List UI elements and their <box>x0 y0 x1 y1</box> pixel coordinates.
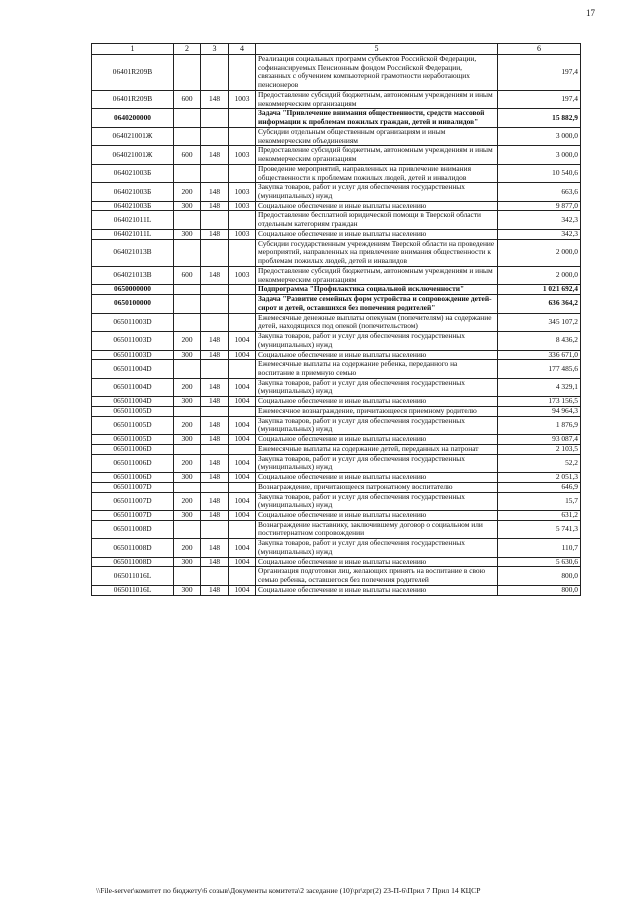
cell-c2: 300 <box>174 201 201 211</box>
cell-c3: 148 <box>201 416 229 434</box>
cell-code: 064021003Б <box>92 201 174 211</box>
table-row <box>92 201 581 211</box>
cell-c4 <box>229 127 256 145</box>
cell-code: 064021011L <box>92 211 174 229</box>
cell-c2 <box>174 285 201 295</box>
cell-code: 065011003D <box>92 350 174 360</box>
cell-c3: 148 <box>201 332 229 350</box>
cell-c3: 148 <box>201 454 229 472</box>
cell-desc: Социальное обеспечение и иные выплаты населению <box>256 585 498 595</box>
cell-code: 065011008D <box>92 539 174 557</box>
table-row <box>92 397 581 407</box>
cell-code: 065011006D <box>92 454 174 472</box>
cell-c2: 300 <box>174 350 201 360</box>
cell-c4 <box>229 567 256 585</box>
cell-amount: 342,3 <box>498 229 581 239</box>
cell-code: 065011008D <box>92 557 174 567</box>
cell-desc: Закупка товаров, работ и услуг для обеспечения государственных (муниципальных) нужд <box>256 183 498 201</box>
header-col-6: 6 <box>498 44 581 55</box>
cell-c4 <box>229 211 256 229</box>
cell-c4: 1004 <box>229 435 256 445</box>
table-row <box>92 520 581 538</box>
cell-amount: 2 051,3 <box>498 473 581 483</box>
table-row <box>92 350 581 360</box>
table-row <box>92 378 581 396</box>
cell-c2 <box>174 55 201 91</box>
table-row <box>92 510 581 520</box>
table-row <box>92 313 581 331</box>
cell-amount: 1 021 692,4 <box>498 285 581 295</box>
cell-amount: 197,4 <box>498 90 581 108</box>
cell-code: 065011005D <box>92 416 174 434</box>
cell-c2: 200 <box>174 183 201 201</box>
cell-c2 <box>174 127 201 145</box>
cell-c3: 148 <box>201 585 229 595</box>
table-row <box>92 266 581 284</box>
header-col-2: 2 <box>174 44 201 55</box>
cell-c4: 1004 <box>229 397 256 407</box>
cell-c2: 200 <box>174 492 201 510</box>
cell-c2: 200 <box>174 416 201 434</box>
cell-desc: Подпрограмма "Профилактика социальной исключенности" <box>256 285 498 295</box>
cell-code: 064021013B <box>92 266 174 284</box>
cell-c3 <box>201 567 229 585</box>
cell-amount: 800,0 <box>498 567 581 585</box>
cell-desc: Социальное обеспечение и иные выплаты населению <box>256 557 498 567</box>
table-row <box>92 332 581 350</box>
table-row <box>92 557 581 567</box>
cell-c2: 600 <box>174 90 201 108</box>
cell-code: 065011004D <box>92 378 174 396</box>
cell-amount: 631,2 <box>498 510 581 520</box>
cell-c3 <box>201 109 229 127</box>
cell-c4: 1003 <box>229 183 256 201</box>
cell-code: 065011008D <box>92 520 174 538</box>
cell-desc: Предоставление бесплатной юридической помощи в Тверской области отдельным категориям граждан <box>256 211 498 229</box>
cell-code: 0650100000 <box>92 295 174 313</box>
cell-c2: 600 <box>174 146 201 164</box>
cell-c4 <box>229 482 256 492</box>
cell-code: 065011006D <box>92 444 174 454</box>
cell-c3: 148 <box>201 492 229 510</box>
cell-code: 065011016L <box>92 585 174 595</box>
cell-code: 064021003Б <box>92 183 174 201</box>
header-col-4: 4 <box>229 44 256 55</box>
cell-c2: 300 <box>174 473 201 483</box>
cell-amount: 8 436,2 <box>498 332 581 350</box>
cell-desc: Предоставление субсидий бюджетным, автономным учреждениям и иным некоммерческим организациям <box>256 146 498 164</box>
cell-desc: Вознаграждение, причитающееся патронатному воспитателю <box>256 482 498 492</box>
cell-code: 064021001Ж <box>92 127 174 145</box>
cell-code: 065011004D <box>92 397 174 407</box>
cell-c2 <box>174 211 201 229</box>
cell-c2: 300 <box>174 557 201 567</box>
cell-c3: 148 <box>201 350 229 360</box>
cell-amount: 15,7 <box>498 492 581 510</box>
table-row <box>92 55 581 91</box>
cell-desc: Предоставление субсидий бюджетным, автономным учреждениям и иным некоммерческим организациям <box>256 266 498 284</box>
table-row <box>92 295 581 313</box>
cell-desc: Закупка товаров, работ и услуг для обеспечения государственных (муниципальных) нужд <box>256 539 498 557</box>
cell-amount: 342,3 <box>498 211 581 229</box>
table-row <box>92 473 581 483</box>
cell-c3: 148 <box>201 435 229 445</box>
table-row <box>92 285 581 295</box>
cell-code: 065011003D <box>92 332 174 350</box>
cell-desc: Социальное обеспечение и иные выплаты населению <box>256 350 498 360</box>
cell-code: 065011007D <box>92 510 174 520</box>
cell-code: 065011007D <box>92 482 174 492</box>
cell-c4 <box>229 239 256 266</box>
table-row <box>92 539 581 557</box>
cell-desc: Социальное обеспечение и иные выплаты населению <box>256 201 498 211</box>
cell-c4: 1004 <box>229 473 256 483</box>
table-row <box>92 444 581 454</box>
cell-c4: 1004 <box>229 510 256 520</box>
cell-c3 <box>201 164 229 182</box>
cell-c2 <box>174 109 201 127</box>
table-row <box>92 416 581 434</box>
cell-c2 <box>174 567 201 585</box>
cell-code: 064021003Б <box>92 164 174 182</box>
cell-desc: Социальное обеспечение и иные выплаты населению <box>256 473 498 483</box>
cell-c3: 148 <box>201 473 229 483</box>
table-row <box>92 454 581 472</box>
header-col-5: 5 <box>256 44 498 55</box>
cell-c2 <box>174 360 201 378</box>
cell-desc: Задача "Привлечение внимания общественности, средств массовой информации к проблемам пожилых граждан, детей и инвалидов" <box>256 109 498 127</box>
cell-c3 <box>201 360 229 378</box>
cell-c4: 1004 <box>229 557 256 567</box>
cell-desc: Ежемесячные денежные выплаты опекунам (попечителям) на содержание детей, находящихся под опекой (попечительством) <box>256 313 498 331</box>
cell-amount: 646,9 <box>498 482 581 492</box>
cell-desc: Социальное обеспечение и иные выплаты населению <box>256 397 498 407</box>
cell-c3 <box>201 520 229 538</box>
cell-c4 <box>229 295 256 313</box>
cell-c2 <box>174 482 201 492</box>
cell-amount: 94 964,3 <box>498 406 581 416</box>
cell-c2: 600 <box>174 266 201 284</box>
cell-code: 065011003D <box>92 313 174 331</box>
cell-amount: 2 000,0 <box>498 266 581 284</box>
cell-c2: 200 <box>174 539 201 557</box>
cell-c4: 1004 <box>229 492 256 510</box>
cell-c4: 1003 <box>229 90 256 108</box>
cell-c4: 1003 <box>229 266 256 284</box>
cell-c3 <box>201 406 229 416</box>
cell-c2 <box>174 520 201 538</box>
cell-amount: 9 877,0 <box>498 201 581 211</box>
cell-code: 065011005D <box>92 406 174 416</box>
cell-c4: 1004 <box>229 416 256 434</box>
cell-code: 064021011L <box>92 229 174 239</box>
cell-c4 <box>229 313 256 331</box>
cell-c4: 1004 <box>229 332 256 350</box>
cell-c2 <box>174 295 201 313</box>
cell-amount: 1 876,9 <box>498 416 581 434</box>
cell-code: 065011007D <box>92 492 174 510</box>
cell-c4: 1004 <box>229 539 256 557</box>
cell-c3: 148 <box>201 539 229 557</box>
cell-amount: 10 540,6 <box>498 164 581 182</box>
cell-code: 06401R209B <box>92 55 174 91</box>
cell-amount: 5 741,3 <box>498 520 581 538</box>
cell-desc: Задача "Развитие семейных форм устройства и сопровождение детей-сирот и детей, оставшихся без попечения родителей" <box>256 295 498 313</box>
cell-c2: 200 <box>174 332 201 350</box>
cell-c3: 148 <box>201 266 229 284</box>
cell-code: 065011005D <box>92 435 174 445</box>
cell-c3: 148 <box>201 378 229 396</box>
cell-c4 <box>229 109 256 127</box>
cell-code: 064021001Ж <box>92 146 174 164</box>
cell-c3: 148 <box>201 397 229 407</box>
table-row <box>92 492 581 510</box>
cell-c4 <box>229 520 256 538</box>
cell-c3 <box>201 295 229 313</box>
cell-desc: Ежемесячные выплаты на содержание ребенка, переданного на воспитание в приемную семью <box>256 360 498 378</box>
page-number: 17 <box>586 8 595 18</box>
budget-table <box>91 43 581 596</box>
cell-amount: 663,6 <box>498 183 581 201</box>
cell-c4 <box>229 285 256 295</box>
cell-amount: 197,4 <box>498 55 581 91</box>
cell-code: 065011006D <box>92 473 174 483</box>
cell-c4: 1003 <box>229 229 256 239</box>
cell-amount: 3 000,0 <box>498 146 581 164</box>
cell-c2: 300 <box>174 229 201 239</box>
cell-code: 0640200000 <box>92 109 174 127</box>
file-path-footer: \\File-server\комитет по бюджету\6 созыв\Документы комитета\2 заседание (10)\pr\zpr(2) 23-П-6\Прил 7 Прил 14 КЦСР <box>96 886 481 895</box>
cell-c2: 300 <box>174 435 201 445</box>
cell-desc: Предоставление субсидий бюджетным, автономным учреждениям и иным некоммерческим организациям <box>256 90 498 108</box>
cell-code: 064021013B <box>92 239 174 266</box>
cell-c3 <box>201 285 229 295</box>
header-col-3: 3 <box>201 44 229 55</box>
table-row <box>92 239 581 266</box>
cell-desc: Субсидии отдельным общественным организациям и иным некоммерческим объединениям <box>256 127 498 145</box>
cell-c3 <box>201 239 229 266</box>
cell-c4 <box>229 406 256 416</box>
cell-c4 <box>229 444 256 454</box>
cell-c2 <box>174 313 201 331</box>
table-row <box>92 127 581 145</box>
cell-amount: 177 485,6 <box>498 360 581 378</box>
cell-desc: Социальное обеспечение и иные выплаты населению <box>256 510 498 520</box>
cell-amount: 93 087,4 <box>498 435 581 445</box>
cell-c3: 148 <box>201 510 229 520</box>
cell-c2 <box>174 406 201 416</box>
cell-amount: 345 107,2 <box>498 313 581 331</box>
table-header-row <box>92 44 581 55</box>
cell-desc: Закупка товаров, работ и услуг для обеспечения государственных (муниципальных) нужд <box>256 454 498 472</box>
table-row <box>92 183 581 201</box>
cell-c3 <box>201 444 229 454</box>
cell-code: 065011016L <box>92 567 174 585</box>
cell-amount: 5 630,6 <box>498 557 581 567</box>
cell-amount: 15 882,9 <box>498 109 581 127</box>
cell-c3: 148 <box>201 146 229 164</box>
table-row <box>92 164 581 182</box>
cell-c4 <box>229 164 256 182</box>
cell-c2: 300 <box>174 397 201 407</box>
table-row <box>92 229 581 239</box>
table-row <box>92 585 581 595</box>
cell-desc: Реализация социальных программ субъектов Российской Федерации, софинансируемых Пенсионным фондом Российской Федерации, связанных с обучением компьютерной грамотности неработающих пенсионеров <box>256 55 498 91</box>
cell-c3 <box>201 127 229 145</box>
cell-c3: 148 <box>201 229 229 239</box>
cell-code: 0650000000 <box>92 285 174 295</box>
cell-c3 <box>201 55 229 91</box>
cell-amount: 52,2 <box>498 454 581 472</box>
cell-c4: 1003 <box>229 201 256 211</box>
cell-desc: Проведение мероприятий, направленных на привлечение внимания общественности к проблемам пожилых людей, детей и инвалидов <box>256 164 498 182</box>
cell-desc: Закупка товаров, работ и услуг для обеспечения государственных (муниципальных) нужд <box>256 416 498 434</box>
cell-c3: 148 <box>201 201 229 211</box>
cell-c3: 148 <box>201 557 229 567</box>
cell-desc: Социальное обеспечение и иные выплаты населению <box>256 229 498 239</box>
cell-desc: Ежемесячные выплаты на содержание детей, переданных на патронат <box>256 444 498 454</box>
cell-c4 <box>229 55 256 91</box>
cell-c4 <box>229 360 256 378</box>
table-row <box>92 406 581 416</box>
cell-c2: 200 <box>174 454 201 472</box>
cell-c2: 300 <box>174 585 201 595</box>
table-row <box>92 360 581 378</box>
cell-c4: 1004 <box>229 454 256 472</box>
cell-amount: 2 103,5 <box>498 444 581 454</box>
table-row <box>92 90 581 108</box>
cell-amount: 636 364,2 <box>498 295 581 313</box>
cell-c3 <box>201 211 229 229</box>
cell-amount: 110,7 <box>498 539 581 557</box>
cell-c3: 148 <box>201 90 229 108</box>
cell-c2 <box>174 444 201 454</box>
cell-c3: 148 <box>201 183 229 201</box>
cell-desc: Организация подготовки лиц, желающих принять на воспитание в свою семью ребенка, оставшегося без попечения родителей <box>256 567 498 585</box>
cell-c4: 1004 <box>229 350 256 360</box>
cell-desc: Закупка товаров, работ и услуг для обеспечения государственных (муниципальных) нужд <box>256 492 498 510</box>
cell-c2: 200 <box>174 378 201 396</box>
cell-amount: 800,0 <box>498 585 581 595</box>
cell-c3 <box>201 482 229 492</box>
table-row <box>92 567 581 585</box>
cell-desc: Ежемесячное вознаграждение, причитающееся приемному родителю <box>256 406 498 416</box>
cell-desc: Закупка товаров, работ и услуг для обеспечения государственных (муниципальных) нужд <box>256 332 498 350</box>
table-row <box>92 435 581 445</box>
cell-code: 06401R209B <box>92 90 174 108</box>
table-row <box>92 482 581 492</box>
cell-c4: 1003 <box>229 146 256 164</box>
cell-amount: 3 000,0 <box>498 127 581 145</box>
cell-c4: 1004 <box>229 585 256 595</box>
header-col-1: 1 <box>92 44 174 55</box>
cell-c4: 1004 <box>229 378 256 396</box>
cell-amount: 336 671,0 <box>498 350 581 360</box>
cell-desc: Закупка товаров, работ и услуг для обеспечения государственных (муниципальных) нужд <box>256 378 498 396</box>
cell-desc: Социальное обеспечение и иные выплаты населению <box>256 435 498 445</box>
cell-c2: 300 <box>174 510 201 520</box>
cell-amount: 4 329,1 <box>498 378 581 396</box>
cell-amount: 173 156,5 <box>498 397 581 407</box>
cell-desc: Субсидии государственным учреждениям Тверской области на проведение мероприятий, направленных на привлечение внимания общественности к проблемам пожилых людей, детей и инвалидов <box>256 239 498 266</box>
cell-desc: Вознаграждение наставнику, заключившему договор о социальном или постинтернатном сопровождении <box>256 520 498 538</box>
cell-c2 <box>174 239 201 266</box>
table-row <box>92 146 581 164</box>
cell-amount: 2 000,0 <box>498 239 581 266</box>
table-row <box>92 211 581 229</box>
cell-c3 <box>201 313 229 331</box>
cell-c2 <box>174 164 201 182</box>
table-row <box>92 109 581 127</box>
cell-code: 065011004D <box>92 360 174 378</box>
